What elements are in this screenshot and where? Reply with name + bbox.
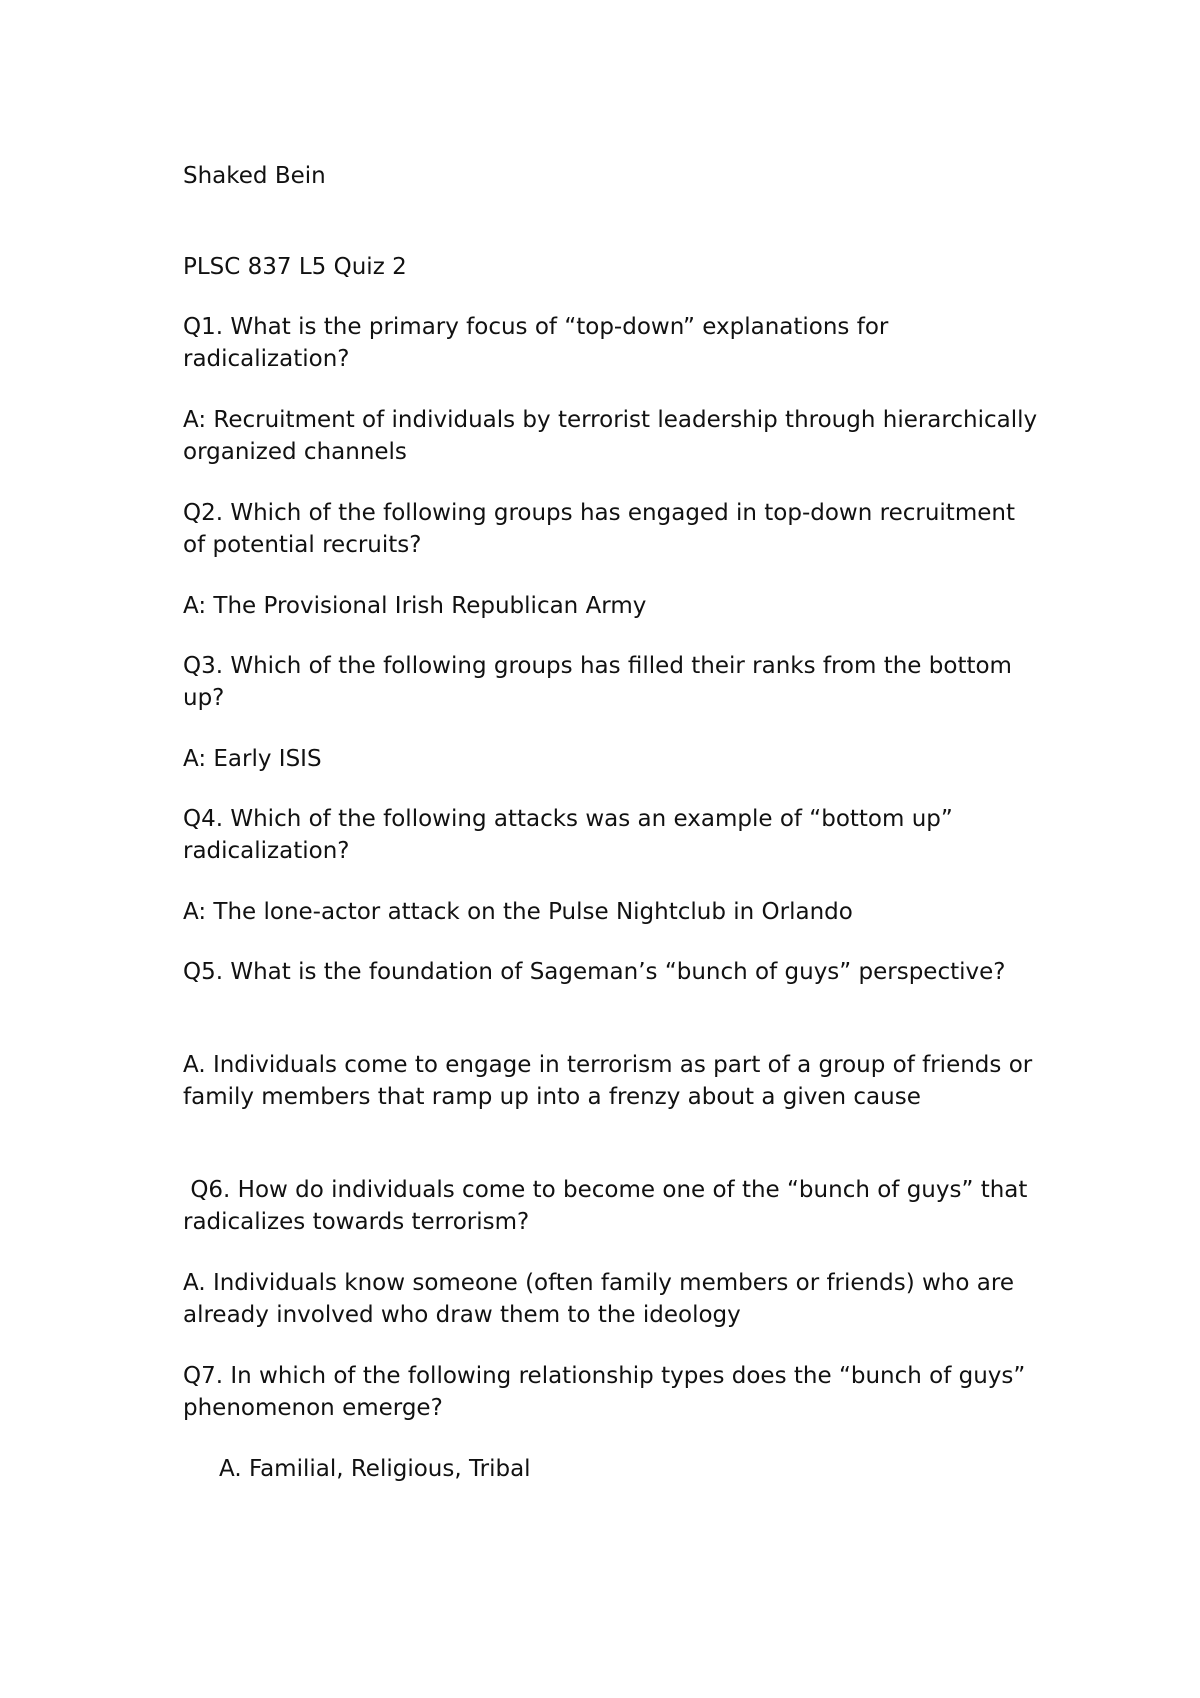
author-name: Shaked Bein: [183, 163, 326, 189]
answer-4: A: The lone-actor attack on the Pulse Nightclub in Orlando: [183, 899, 853, 925]
question-3: Q3. Which of the following groups has filled their ranks from the bottom up?: [183, 653, 1020, 711]
question-1: Q1. What is the primary focus of “top-down” explanations for radicalization?: [183, 314, 896, 372]
question-2: Q2. Which of the following groups has engaged in top-down recruitment of potential recruits?: [183, 500, 1023, 558]
question-7: Q7. In which of the following relationship types does the “bunch of guys” phenomenon emerge?: [183, 1363, 1033, 1421]
document-title: PLSC 837 L5 Quiz 2: [183, 254, 407, 280]
answer-1: A: Recruitment of individuals by terrorist leadership through hierarchically organized channels: [183, 407, 1045, 465]
question-6: Q6. How do individuals come to become one of the “bunch of guys” that radicalizes towards terrorism?: [183, 1177, 1035, 1235]
question-5: Q5. What is the foundation of Sageman’s “bunch of guys” perspective?: [183, 959, 1006, 985]
answer-3: A: Early ISIS: [183, 746, 322, 772]
answer-5: A. Individuals come to engage in terrorism as part of a group of friends or family members that ramp up into a frenzy about a given cause: [183, 1052, 1040, 1110]
question-4: Q4. Which of the following attacks was an example of “bottom up” radicalization?: [183, 806, 961, 864]
answer-6: A. Individuals know someone (often family members or friends) who are already involved who draw them to the ideology: [183, 1270, 1022, 1328]
answer-2: A: The Provisional Irish Republican Army: [183, 593, 647, 619]
answer-7: A. Familial, Religious, Tribal: [219, 1456, 531, 1482]
